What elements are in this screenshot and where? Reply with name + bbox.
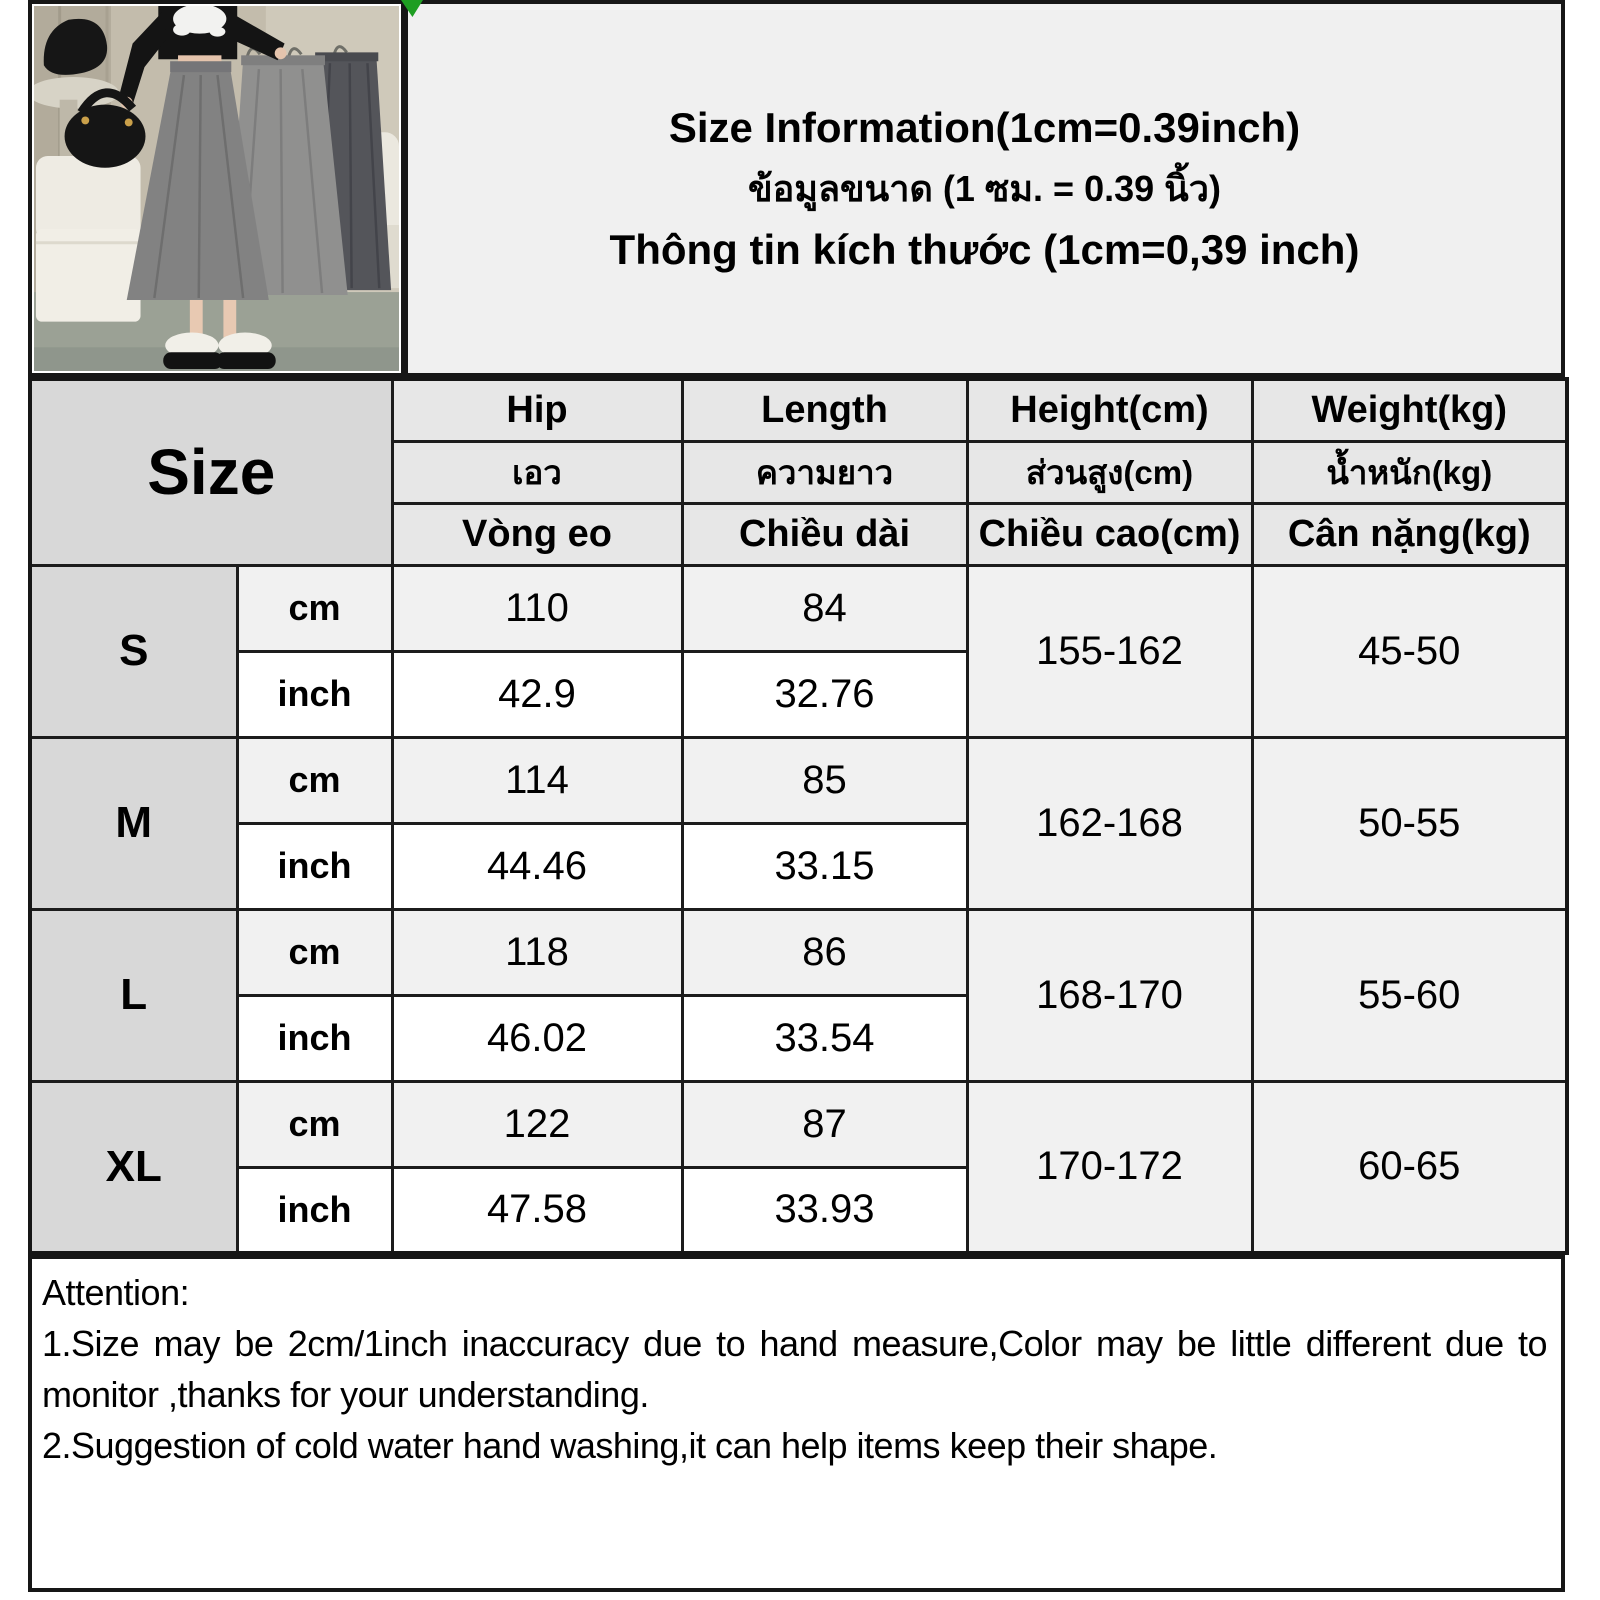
row-m-unit-inch: inch	[237, 823, 392, 909]
row-m-unit-cm: cm	[237, 737, 392, 823]
row-xl-unit-cm: cm	[237, 1081, 392, 1167]
row-m-hip-cm: 114	[392, 737, 682, 823]
row-m-height: 162-168	[967, 737, 1252, 909]
title-line-thai: ข้อมูลขนาด (1 ซม. = 0.39 นิ้ว)	[748, 167, 1221, 209]
row-l-length-inch: 33.54	[682, 995, 967, 1081]
attention-note-1: 1.Size may be 2cm/1inch inaccuracy due to hand measure,Color may be little different due to monitor ,thanks for your understanding.	[42, 1323, 1547, 1415]
header-hip-th: เอว	[392, 441, 682, 503]
row-xl-height: 170-172	[967, 1081, 1252, 1253]
product-photo	[28, 0, 405, 377]
row-m-label: M	[30, 737, 237, 909]
row-xl-length-inch: 33.93	[682, 1167, 967, 1253]
row-s-height: 155-162	[967, 565, 1252, 737]
size-table	[28, 377, 1569, 1255]
row-l-unit-cm: cm	[237, 909, 392, 995]
header-height-th: ส่วนสูง(cm)	[967, 441, 1252, 503]
row-s-unit-inch: inch	[237, 651, 392, 737]
header-hip-en: Hip	[392, 379, 682, 441]
header-height-en: Height(cm)	[967, 379, 1252, 441]
row-s-hip-cm: 110	[392, 565, 682, 651]
row-l-hip-inch: 46.02	[392, 995, 682, 1081]
row-xl-weight: 60-65	[1252, 1081, 1567, 1253]
row-m-length-cm: 85	[682, 737, 967, 823]
row-l-unit-inch: inch	[237, 995, 392, 1081]
title-line-english: Size Information(1cm=0.39inch)	[668, 103, 1301, 151]
top-section	[28, 0, 1565, 377]
attention-note-2: 2.Suggestion of cold water hand washing,it can help items keep their shape.	[42, 1425, 1218, 1466]
title-line-vietnamese: Thông tin kích thước (1cm=0,39 inch)	[609, 225, 1360, 273]
row-s-length-cm: 84	[682, 565, 967, 651]
header-height-vi: Chiều cao(cm)	[967, 503, 1252, 565]
header-length-th: ความยาว	[682, 441, 967, 503]
row-xl-unit-inch: inch	[237, 1167, 392, 1253]
row-l-hip-cm: 118	[392, 909, 682, 995]
row-l-weight: 55-60	[1252, 909, 1567, 1081]
row-s-weight: 45-50	[1252, 565, 1567, 737]
header-weight-vi: Cân nặng(kg)	[1252, 503, 1567, 565]
row-m-weight: 50-55	[1252, 737, 1567, 909]
row-s-hip-inch: 42.9	[392, 651, 682, 737]
row-xl-hip-cm: 122	[392, 1081, 682, 1167]
row-xl-length-cm: 87	[682, 1081, 967, 1167]
row-m-hip-inch: 44.46	[392, 823, 682, 909]
attention-heading: Attention:	[42, 1272, 190, 1313]
header-hip-vi: Vòng eo	[392, 503, 682, 565]
row-s-length-inch: 32.76	[682, 651, 967, 737]
row-l-label: L	[30, 909, 237, 1081]
header-weight-en: Weight(kg)	[1252, 379, 1567, 441]
row-l-length-cm: 86	[682, 909, 967, 995]
header-weight-th: น้ำหนัก(kg)	[1252, 441, 1567, 503]
content	[28, 0, 1565, 1592]
row-l-height: 168-170	[967, 909, 1252, 1081]
header-length-vi: Chiều dài	[682, 503, 967, 565]
row-xl-hip-inch: 47.58	[392, 1167, 682, 1253]
row-s-unit-cm: cm	[237, 565, 392, 651]
row-m-length-inch: 33.15	[682, 823, 967, 909]
row-s-label: S	[30, 565, 237, 737]
row-xl-label: XL	[30, 1081, 237, 1253]
attention-box	[28, 1255, 1565, 1592]
header-length-en: Length	[682, 379, 967, 441]
left-sofa	[36, 156, 141, 241]
product-photo-illustration	[34, 6, 399, 371]
size-info-title-box	[405, 0, 1565, 377]
size-header-cell: Size	[30, 379, 392, 565]
